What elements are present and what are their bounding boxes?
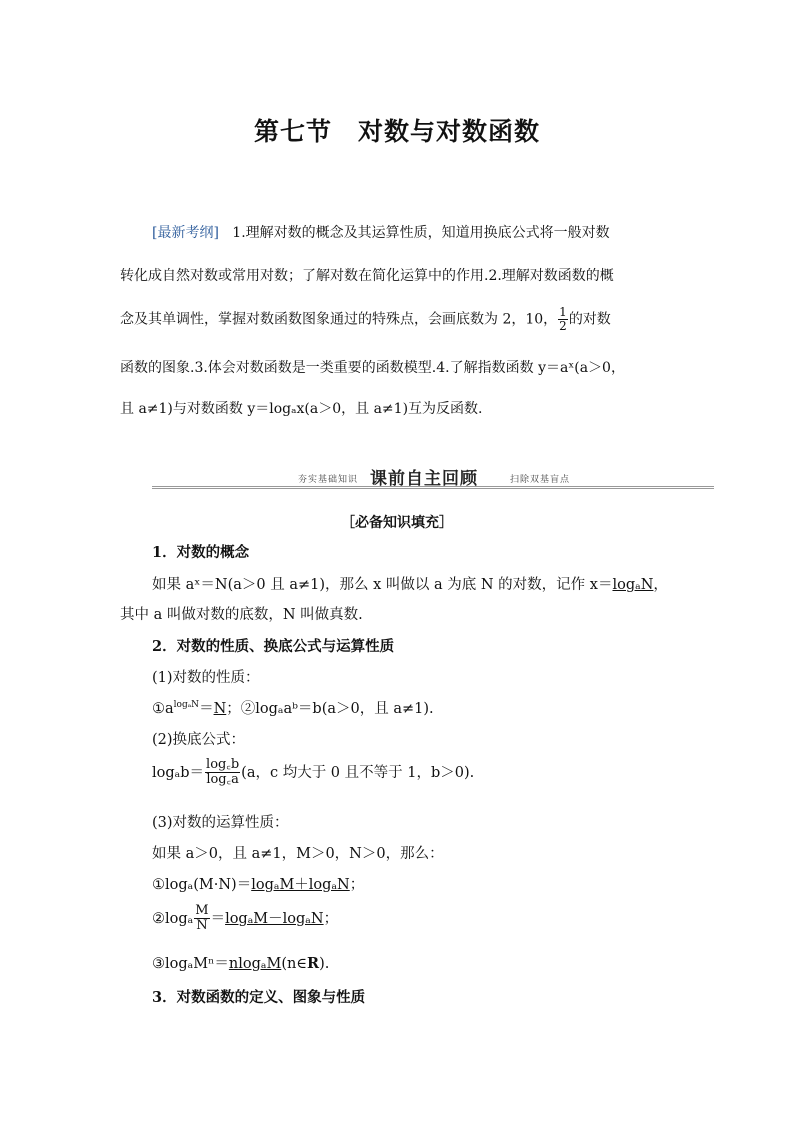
p3-line-d: ③logₐMⁿ＝nlogₐM(n∈R).	[152, 955, 330, 972]
p2-heading: (2)换底公式：	[152, 732, 246, 748]
p2-formula: logₐb＝ $\frac{\log꜀b}{\log꜀a}$ (a，c 均大于 0 且不等于 1，b＞0).	[152, 757, 475, 788]
change-of-base-fraction: $\frac{\log꜀b}{\log꜀a}$	[206, 757, 240, 788]
p1-answer: N	[213, 701, 227, 717]
banner-title: 课前自主回顾	[370, 469, 478, 489]
section-banner	[152, 462, 714, 492]
intro-line-3	[120, 306, 611, 333]
page-title	[0, 112, 794, 148]
p3-line-a: 如果 a＞0，且 a≠1，M＞0，N＞0，那么：	[152, 846, 444, 862]
s1-line-a: 如果 aˣ＝N(a＞0 且 a≠1)，那么 x 叫做以 a 为底 N 的对数，记作 x＝logₐN，	[152, 577, 668, 593]
p3d-answer: nlogₐM	[228, 956, 282, 972]
fraction-half: $\frac{1}{2}$	[559, 305, 567, 334]
section-2-heading: 2．对数的性质、换底公式与运算性质	[152, 638, 395, 655]
p3-heading: (3)对数的运算性质：	[152, 815, 289, 831]
p1-heading: (1)对数的性质：	[152, 670, 260, 686]
intro-line-5: 且 a≠1)与对数函数 y＝logₐx(a＞0，且 a≠1)互为反函数.	[120, 401, 483, 417]
title-section: 第七节	[253, 117, 332, 146]
intro-line-4: 函数的图象.3.体会对数函数是一类重要的函数模型.4.了解指数函数 y＝aˣ(a＞0，	[120, 360, 625, 376]
section-1-heading: 1．对数的概念	[152, 544, 250, 561]
p3b-answer: logₐM＋logₐN	[251, 877, 350, 893]
intro-line-2: 转化成自然对数或常用对数；了解对数在简化运算中的作用.2.理解对数函数的概	[120, 268, 614, 284]
banner-right-text: 扫除双基盲点	[510, 475, 571, 485]
p3-line-c: ②logₐ $\frac{M}{N}$ ＝logₐM－logₐN；	[152, 903, 339, 934]
p3c-answer: logₐM－logₐN	[225, 910, 324, 927]
p3-line-b: ①logₐ(M·N)＝logₐM＋logₐN；	[152, 877, 365, 893]
section-3-heading: 3．对数函数的定义、图象与性质	[152, 989, 366, 1006]
title-topic: 对数与对数函数	[358, 117, 541, 146]
intro-text-3a: 念及其单调性，掌握对数函数图象通过的特殊点，会画底数为 2，10，	[120, 311, 558, 328]
s1-answer: logₐN	[612, 577, 654, 593]
intro-line-1	[152, 222, 610, 242]
subheading: ［必备知识填充］	[341, 515, 453, 531]
banner-left-text: 夯实基础知识	[298, 475, 359, 485]
s1-line-b: 其中 a 叫做对数的底数，N 叫做真数.	[120, 607, 363, 623]
p1-line: $①a^{log_aN}=N$；②logₐaᵇ＝b(a＞0，且 a≠1).	[152, 700, 434, 717]
intro-text-1: 1.理解对数的概念及其运算性质，知道用换底公式将一般对数	[232, 225, 610, 241]
intro-tag: [最新考纲]	[152, 225, 219, 241]
intro-text-3b: 的对数	[568, 311, 611, 328]
quotient-fraction: $\frac{M}{N}$	[195, 903, 209, 934]
